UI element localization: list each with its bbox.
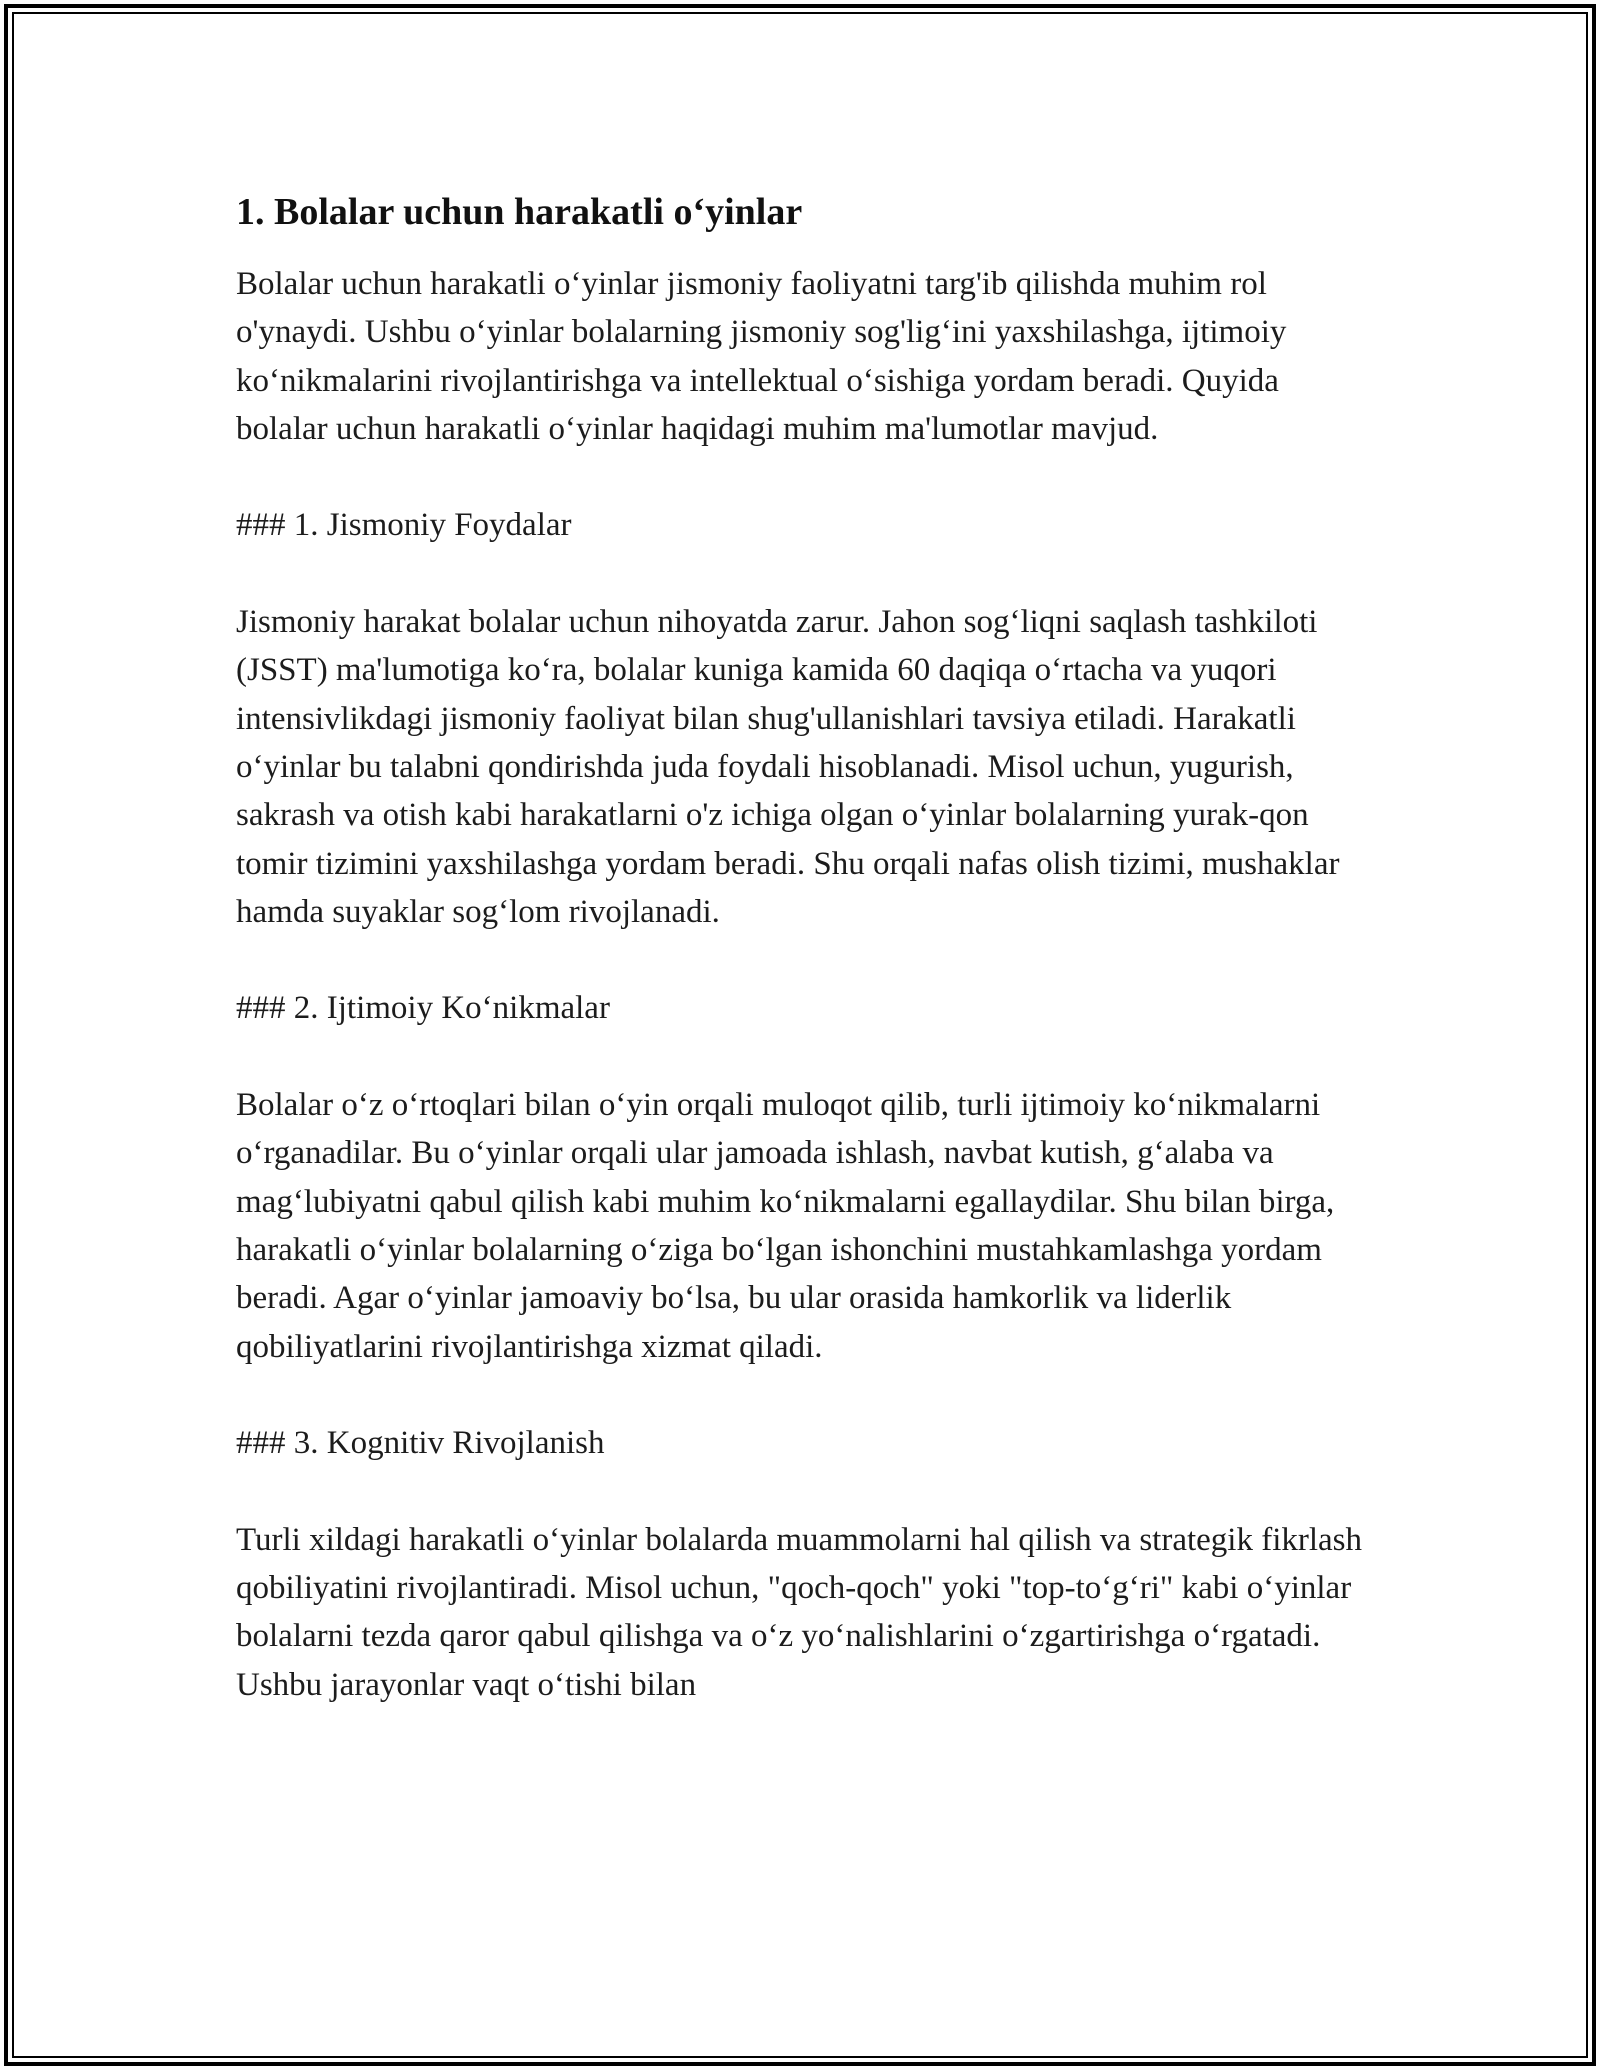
section-body-social-skills: Bolalar o‘z o‘rtoqlari bilan o‘yin orqali muloqot qilib, turli ijtimoiy ko‘nikmalarni o‘rganadilar. Bu o‘yinlar orqali ular jamoada ishlash, navbat kutish, g‘alaba va mag‘lubiyatni qabul qilish kabi muhim ko‘nikmalarni egallaydilar. Shu bilan birga, harakatli o‘yinlar bolalarning o‘ziga bo‘lgan ishonchini mustahkamlashga yordam beradi. Agar o‘yinlar jamoaviy bo‘lsa, bu ular orasida hamkorlik va liderlik qobiliyatlarini rivojlantirishga xizmat qiladi. xyxy=(236,1087,1335,1365)
intro-paragraph: Bolalar uchun harakatli o‘yinlar jismoniy faoliyatni targ'ib qilishda muhim rol o'ynaydi. Ushbu o‘yinlar bolalarning jismoniy sog'lig‘ini yaxshilashga, ijtimoiy ko‘nikmalarini rivojlantirishga va intellektual o‘sishiga yordam beradi. Quyida bolalar uchun harakatli o‘yinlar haqidagi muhim ma'lumotlar mavjud. xyxy=(236,266,1287,447)
document-title: 1. Bolalar uchun harakatli o‘yinlar xyxy=(236,191,803,233)
document-body xyxy=(236,186,1376,1709)
section-heading-social-skills: ### 2. Ijtimoiy Ko‘nikmalar xyxy=(236,990,610,1027)
section-heading-cognitive-development: ### 3. Kognitiv Rivojlanish xyxy=(236,1425,605,1462)
spacer xyxy=(236,453,1376,501)
section-body-cognitive-development: Turli xildagi harakatli o‘yinlar bolalarda muammolarni hal qilish va strategik fikrlash qobiliyatini rivojlantiradi. Misol uchun, "qoch-qoch" yoki "top-to‘g‘ri" kabi o‘yinlar bolalarni tezda qaror qabul qilishga va o‘z yo‘nalishlarini o‘zgartirishga o‘rgatadi. Ushbu jarayonlar vaqt o‘tishi bilan xyxy=(236,1521,1363,1703)
spacer xyxy=(236,936,1376,984)
spacer xyxy=(236,550,1376,598)
spacer xyxy=(236,1371,1376,1419)
spacer xyxy=(236,1467,1376,1515)
section-heading-physical-benefits: ### 1. Jismoniy Foydalar xyxy=(236,507,572,544)
section-body-physical-benefits: Jismoniy harakat bolalar uchun nihoyatda zarur. Jahon sog‘liqni saqlash tashkiloti (JSST) ma'lumotiga ko‘ra, bolalar kuniga kamida 60 daqiqa o‘rtacha va yuqori intensivlikdagi jismoniy faoliyat bilan shug'ullanishlari tavsiya etiladi. Harakatli o‘yinlar bu talabni qondirishda juda foydali hisoblanadi. Misol uchun, yugurish, sakrash va otish kabi harakatlarni o'z ichiga olgan o‘yinlar bolalarning yurak-qon tomir tizimini yaxshilashga yordam beradi. Shu orqali nafas olish tizimi, mushaklar hamda suyaklar sog‘lom rivojlanadi. xyxy=(236,604,1340,930)
spacer xyxy=(236,1033,1376,1081)
